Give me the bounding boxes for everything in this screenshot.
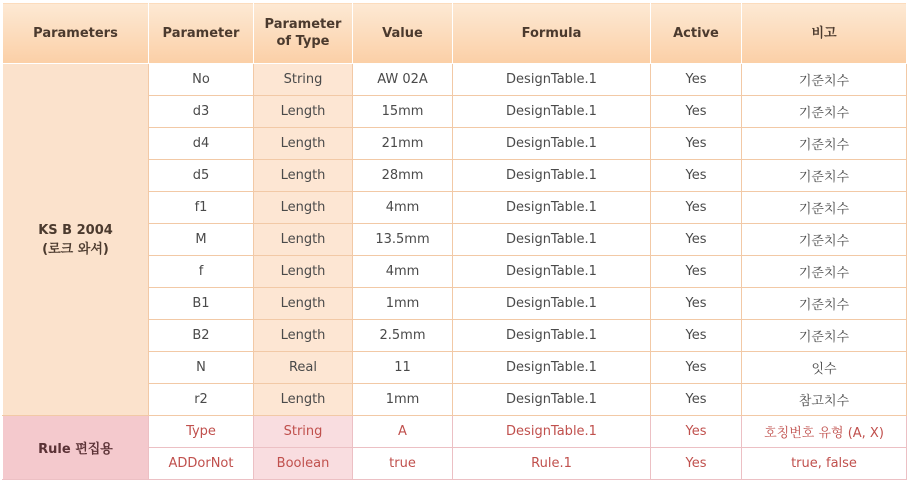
cell-remark: 호칭번호 유형 (A, X)	[742, 416, 907, 448]
header-parameter-type-line1: Parameter	[264, 17, 342, 32]
cell-parameter: No	[149, 64, 254, 96]
cell-formula: DesignTable.1	[453, 128, 651, 160]
header-parameter-type	[254, 3, 353, 64]
group-rule-edit: Rule 편집용	[3, 416, 149, 480]
cell-parameter: f1	[149, 192, 254, 224]
cell-active: Yes	[651, 192, 742, 224]
cell-type: Length	[254, 288, 353, 320]
header-parameter: Parameter	[149, 3, 254, 64]
cell-formula: DesignTable.1	[453, 416, 651, 448]
header-active: Active	[651, 3, 742, 64]
cell-remark: 기준치수	[742, 224, 907, 256]
cell-value: true	[353, 448, 453, 480]
cell-formula: Rule.1	[453, 448, 651, 480]
cell-parameter: M	[149, 224, 254, 256]
group-ks-subtitle: (로크 와셔)	[42, 241, 109, 257]
cell-parameter: d5	[149, 160, 254, 192]
cell-type: Length	[254, 96, 353, 128]
cell-parameter: N	[149, 352, 254, 384]
table-row	[3, 64, 907, 96]
cell-value: 4mm	[353, 256, 453, 288]
cell-remark: 기준치수	[742, 96, 907, 128]
cell-formula: DesignTable.1	[453, 384, 651, 416]
cell-active: Yes	[651, 256, 742, 288]
cell-type: Length	[254, 224, 353, 256]
cell-value: 4mm	[353, 192, 453, 224]
cell-value: 11	[353, 352, 453, 384]
cell-type: Length	[254, 160, 353, 192]
cell-formula: DesignTable.1	[453, 320, 651, 352]
cell-parameter: r2	[149, 384, 254, 416]
cell-formula: DesignTable.1	[453, 192, 651, 224]
cell-formula: DesignTable.1	[453, 64, 651, 96]
cell-active: Yes	[651, 96, 742, 128]
cell-remark: 기준치수	[742, 160, 907, 192]
cell-type: Real	[254, 352, 353, 384]
cell-remark: 기준치수	[742, 256, 907, 288]
cell-remark: 기준치수	[742, 64, 907, 96]
cell-remark: 기준치수	[742, 192, 907, 224]
group-ks-title: KS B 2004	[38, 222, 113, 238]
cell-value: 1mm	[353, 288, 453, 320]
parameters-table	[2, 2, 907, 480]
cell-remark: 기준치수	[742, 288, 907, 320]
header-parameters: Parameters	[3, 3, 149, 64]
cell-parameter: Type	[149, 416, 254, 448]
cell-type: Length	[254, 192, 353, 224]
cell-type: Boolean	[254, 448, 353, 480]
cell-active: Yes	[651, 64, 742, 96]
cell-type: Length	[254, 384, 353, 416]
cell-active: Yes	[651, 384, 742, 416]
cell-value: 13.5mm	[353, 224, 453, 256]
cell-remark: true, false	[742, 448, 907, 480]
cell-type: Length	[254, 320, 353, 352]
cell-active: Yes	[651, 448, 742, 480]
header-row	[3, 3, 907, 64]
cell-parameter: ADDorNot	[149, 448, 254, 480]
cell-remark: 기준치수	[742, 320, 907, 352]
cell-value: A	[353, 416, 453, 448]
cell-parameter: d4	[149, 128, 254, 160]
cell-formula: DesignTable.1	[453, 96, 651, 128]
header-formula: Formula	[453, 3, 651, 64]
cell-parameter: d3	[149, 96, 254, 128]
cell-value: 15mm	[353, 96, 453, 128]
header-value: Value	[353, 3, 453, 64]
cell-formula: DesignTable.1	[453, 160, 651, 192]
cell-value: 2.5mm	[353, 320, 453, 352]
cell-formula: DesignTable.1	[453, 288, 651, 320]
cell-formula: DesignTable.1	[453, 256, 651, 288]
cell-active: Yes	[651, 352, 742, 384]
cell-value: 21mm	[353, 128, 453, 160]
cell-parameter: B1	[149, 288, 254, 320]
cell-active: Yes	[651, 288, 742, 320]
cell-active: Yes	[651, 160, 742, 192]
table-row	[3, 416, 907, 448]
cell-formula: DesignTable.1	[453, 224, 651, 256]
cell-formula: DesignTable.1	[453, 352, 651, 384]
cell-type: String	[254, 416, 353, 448]
cell-value: AW 02A	[353, 64, 453, 96]
cell-parameter: f	[149, 256, 254, 288]
cell-active: Yes	[651, 416, 742, 448]
cell-value: 1mm	[353, 384, 453, 416]
header-parameter-type-line2: of Type	[276, 34, 330, 49]
cell-parameter: B2	[149, 320, 254, 352]
header-remark: 비고	[742, 3, 907, 64]
cell-value: 28mm	[353, 160, 453, 192]
cell-remark: 잇수	[742, 352, 907, 384]
cell-type: Length	[254, 256, 353, 288]
cell-active: Yes	[651, 320, 742, 352]
cell-active: Yes	[651, 128, 742, 160]
cell-remark: 참고치수	[742, 384, 907, 416]
group-ks-b-2004	[3, 64, 149, 416]
cell-type: Length	[254, 128, 353, 160]
cell-type: String	[254, 64, 353, 96]
cell-active: Yes	[651, 224, 742, 256]
cell-remark: 기준치수	[742, 128, 907, 160]
